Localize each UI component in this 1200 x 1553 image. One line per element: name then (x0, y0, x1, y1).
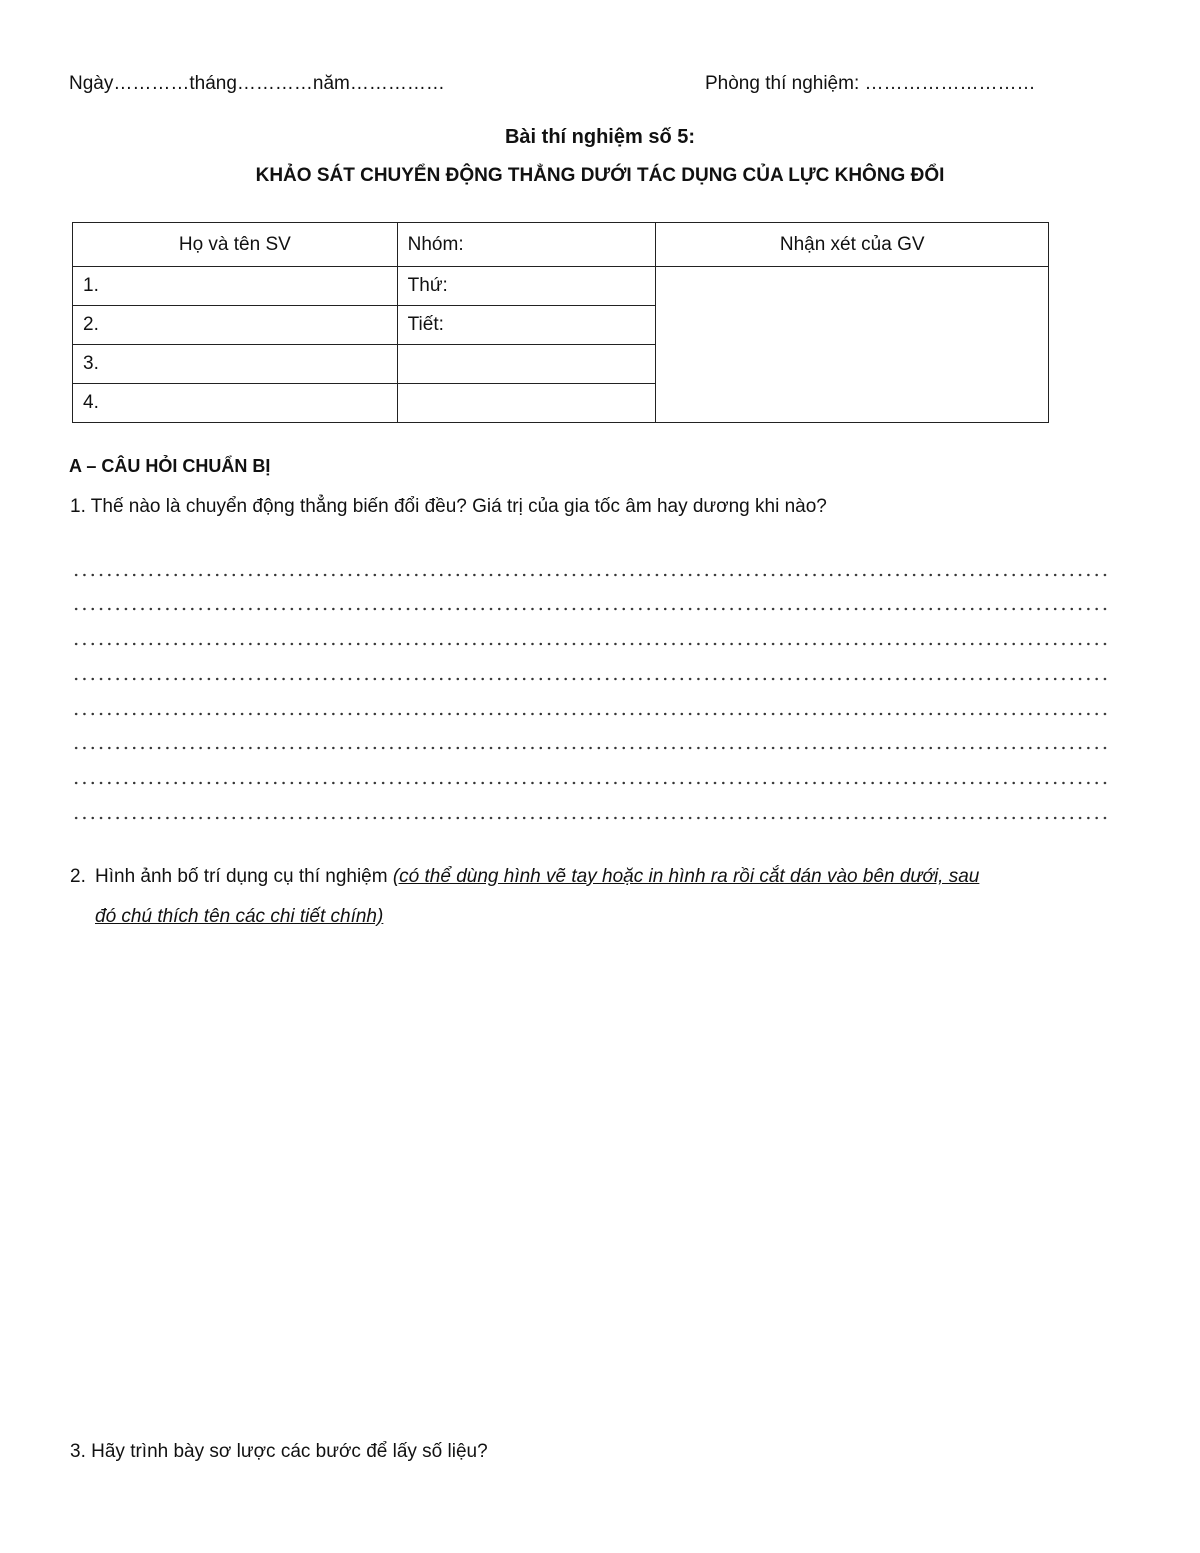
answer-line[interactable] (72, 745, 1112, 751)
question-1: 1. Thế nào là chuyển động thẳng biến đổi đều? Giá trị của gia tốc âm hay dương khi nào? (70, 496, 827, 517)
question-3: 3. Hãy trình bày sơ lược các bước để lấy số liệu? (70, 1441, 488, 1462)
info-cell[interactable] (397, 384, 656, 423)
header-teacher-comment: Nhận xét của GV (656, 223, 1049, 267)
answer-line[interactable] (72, 815, 1112, 821)
student-name-cell[interactable]: 2. (73, 306, 398, 345)
answer-line[interactable] (72, 606, 1112, 612)
teacher-comment-cell[interactable] (656, 267, 1049, 423)
header-student-name: Họ và tên SV (73, 223, 398, 267)
answer-line[interactable] (72, 676, 1112, 682)
question-2-number: 2. (70, 866, 86, 887)
student-name-cell[interactable]: 3. (73, 345, 398, 384)
answer-line[interactable] (72, 572, 1112, 578)
answer-line[interactable] (72, 641, 1112, 647)
answer-line[interactable] (72, 780, 1112, 786)
question-2-instruction: (có thể dùng hình vẽ tay hoặc in hình ra rồi cắt dán vào bên dưới, sau (392, 866, 980, 887)
info-cell[interactable] (397, 345, 656, 384)
section-a-heading: A – CÂU HỎI CHUẨN BỊ (69, 456, 271, 476)
date-line: Ngày…………tháng…………năm…………… (69, 73, 445, 94)
experiment-title: Bài thí nghiệm số 5: (504, 126, 696, 148)
student-name-cell[interactable]: 1. (73, 267, 398, 306)
student-info-table (72, 222, 1049, 423)
day-cell[interactable]: Thứ: (397, 267, 656, 306)
answer-line[interactable] (72, 711, 1112, 717)
lab-line: Phòng thí nghiệm: ……………………… (705, 73, 1036, 94)
period-cell[interactable]: Tiết: (397, 306, 656, 345)
question-2-instruction-cont: đó chú thích tên các chi tiết chính) (95, 906, 384, 927)
question-2-text: Hình ảnh bố trí dụng cụ thí nghiệm (95, 866, 393, 887)
header-group: Nhóm: (397, 223, 656, 267)
question-2 (70, 857, 1135, 937)
student-name-cell[interactable]: 4. (73, 384, 398, 423)
experiment-subtitle: KHẢO SÁT CHUYỂN ĐỘNG THẲNG DƯỚI TÁC DỤNG CỦA LỰC KHÔNG ĐỔI (255, 165, 945, 186)
